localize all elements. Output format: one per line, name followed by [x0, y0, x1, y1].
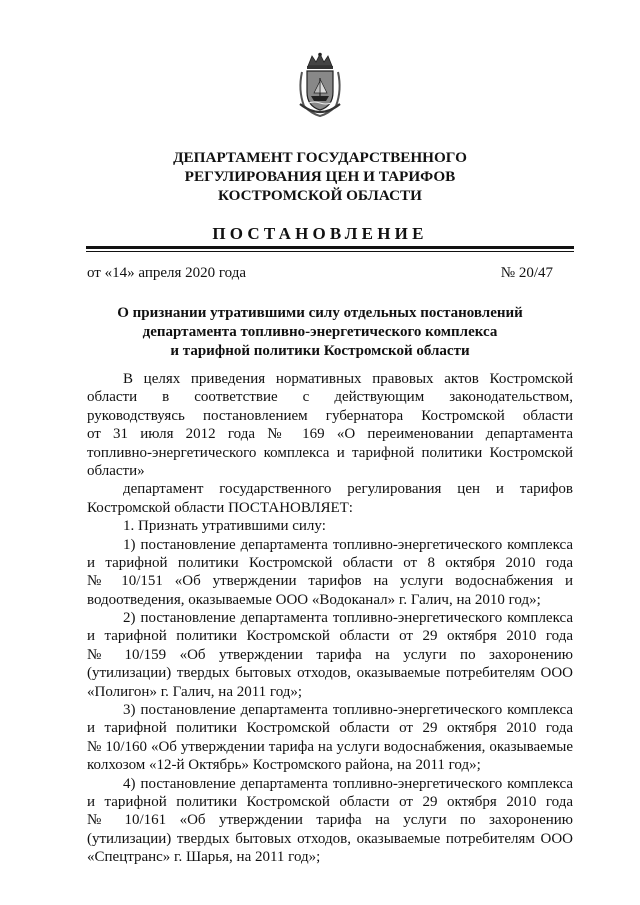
body-line: № 10/160 «Об утверждении тарифа на услуги водоснабжения, оказываемые: [87, 738, 573, 755]
body-line: № 10/159 «Об утверждении тарифа на услуги по захоронению: [87, 646, 573, 663]
body-line: и тарифной политики Костромской области от 29 октября 2010 года: [87, 793, 573, 810]
document-type: ПОСТАНОВЛЕНИЕ: [212, 224, 428, 243]
document-body: [87, 370, 573, 867]
body-line: области»: [87, 462, 145, 479]
body-line: департамент государственного регулирования цен и тарифов: [123, 481, 573, 498]
title-line-1: О признании утратившими силу отдельных постановлений: [117, 305, 523, 321]
body-line: «Полигон» г. Галич, на 2011 год»;: [87, 683, 303, 700]
body-line: 3) постановление департамента топливно-энергетического комплекса: [123, 702, 573, 719]
title-line-3: и тарифной политики Костромской области: [170, 343, 470, 359]
title-line-2: департамента топливно-энергетического комплекса: [142, 324, 498, 340]
department-line-2: РЕГУЛИРОВАНИЯ ЦЕН И ТАРИФОВ: [184, 168, 456, 185]
body-line: В целях приведения нормативных правовых актов Костромской: [123, 371, 573, 387]
body-line: области в соответствие с действующим законодательством,: [87, 389, 573, 406]
department-line-3: КОСТРОМСКОЙ ОБЛАСТИ: [217, 187, 422, 204]
body-line: 2) постановление департамента топливно-энергетического комплекса: [123, 610, 573, 627]
body-line: и тарифной политики Костромской области от 29 октября 2010 года: [87, 720, 573, 737]
body-line: 1. Признать утратившими силу:: [123, 518, 326, 535]
body-line: колхозом «12-й Октябрь» Костромского района, на 2011 год»;: [87, 757, 481, 774]
body-line: топливно-энергетического комплекса и тарифной политики Костромской: [87, 444, 573, 461]
document-number: № 20/47: [500, 265, 553, 281]
body-line: и тарифной политики Костромской области от 29 октября 2010 года: [87, 628, 573, 645]
department-name: [120, 148, 520, 205]
department-line-1: ДЕПАРТАМЕНТ ГОСУДАРСТВЕННОГО: [173, 149, 467, 166]
document-title: [90, 304, 550, 361]
body-line: (утилизации) твердых бытовых отходов, оказываемые потребителям ООО: [87, 665, 573, 682]
body-line: (утилизации) твердых бытовых отходов, оказываемые потребителям ООО: [87, 830, 573, 847]
document-date: от «14» апреля 2020 года: [87, 265, 247, 281]
body-line: и тарифной политики Костромской области от 8 октября 2010 года: [87, 554, 573, 571]
body-line: № 10/161 «Об утверждении тарифа на услуги по захоронению: [87, 812, 573, 829]
body-line: № 10/151 «Об утверждении тарифов на услуги водоснабжения и: [87, 573, 573, 590]
header-divider-thin: [86, 251, 574, 252]
body-line: 4) постановление департамента топливно-энергетического комплекса: [123, 775, 573, 792]
body-line: «Спецтранс» г. Шарья, на 2011 год»;: [87, 849, 321, 866]
body-line: от 31 июля 2012 года № 169 «О переименовании департамента: [87, 426, 573, 443]
body-line: Костромской области ПОСТАНОВЛЯЕТ:: [87, 499, 353, 516]
body-line: 1) постановление департамента топливно-энергетического комплекса: [123, 536, 573, 553]
header-divider-thick: [86, 246, 574, 249]
body-line: водоотведения, оказываемые ООО «Водоканал» г. Галич, на 2010 год»;: [87, 591, 541, 608]
kostroma-coat-of-arms-icon: [296, 52, 344, 118]
body-line: руководствуясь постановлением губернатора Костромской области: [87, 407, 573, 424]
